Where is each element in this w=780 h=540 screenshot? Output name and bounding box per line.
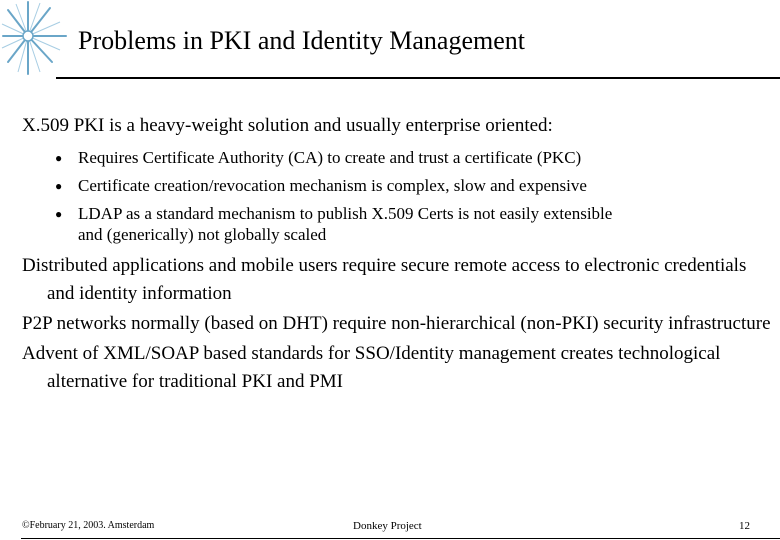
footer-project: Donkey Project [353,520,422,532]
sub-bullet [22,200,772,246]
footer-divider [21,538,780,539]
page-number: 12 [739,520,750,532]
sub-bullet-continuation: and (generically) not globally scaled [78,225,327,244]
footer-date: ©February 21, 2003. Amsterdam [22,520,155,531]
paragraph-distributed-apps: Distributed applications and mobile users require secure remote access to electronic credentials and identity information [22,255,747,304]
sub-bullet-list [22,144,772,246]
sub-bullet [22,144,772,172]
slide-title: Problems in PKI and Identity Management [78,26,525,55]
title-divider [56,77,780,79]
sub-bullet-text: Certificate creation/revocation mechanism is complex, slow and expensive [78,176,587,195]
main-paragraphs [22,252,772,396]
sub-bullet-text: LDAP as a standard mechanism to publish X.509 Certs is not easily extensible [78,204,613,223]
lead-bullet: X.509 PKI is a heavy-weight solution and usually enterprise oriented: [22,115,553,136]
starburst-logo-icon [0,0,70,80]
sub-bullet [22,172,772,200]
bullet-dot-icon: ● [55,151,63,165]
bullet-dot-icon: ● [55,207,63,221]
paragraph-xml-soap: Advent of XML/SOAP based standards for SSO/Identity management creates technological alternative for traditional PKI and PMI [22,343,721,392]
sub-bullet-text: Requires Certificate Authority (CA) to create and trust a certificate (PKC) [78,148,582,167]
bullet-dot-icon: ● [55,179,63,193]
slide-body [22,114,772,396]
paragraph-p2p: P2P networks normally (based on DHT) require non-hierarchical (non-PKI) security infrastructure [22,313,771,334]
